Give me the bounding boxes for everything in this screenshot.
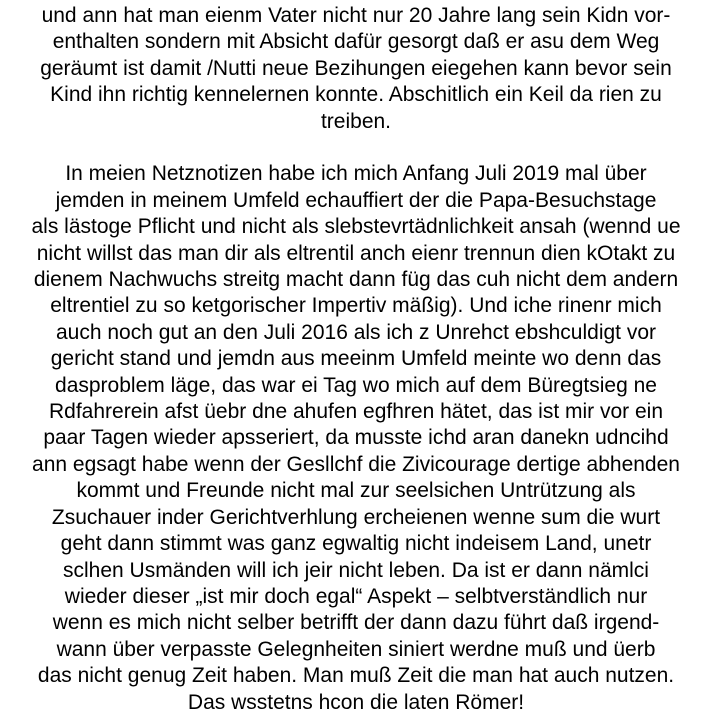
text-line: wenn es mich nicht selber betrifft der dann dazu führt daß irgend- [52, 611, 660, 635]
paragraph-1 [0, 3, 712, 135]
text-line: auch noch gut an den Juli 2016 als ich z Unrehct ebshculdigt vor [55, 320, 657, 344]
text-line: dienem Nachwuchs streitg macht dann füg das cuh nicht dem andern [33, 268, 679, 292]
text-line: Rdfahrerein afst üebr dne ahufen egfhren hätet, das ist mir vor ein [48, 400, 664, 424]
text-line: nicht willst das man dir als eltrentil anch eienr trennun dien kOtakt zu [36, 241, 676, 265]
text-line: In meien Netznotizen habe ich mich Anfang Juli 2019 mal über [65, 162, 647, 186]
text-line: wieder dieser „ist mir doch egal“ Aspekt – selbtverständlich nur [64, 584, 648, 608]
text-line: treiben. [320, 109, 392, 133]
text-line: Das wsstetns hcon die laten Römer! [187, 690, 525, 714]
text-line: geht dann stimmt was ganz egwaltig nicht indeisem Land, unetr [60, 532, 652, 556]
paragraph-2 [0, 161, 712, 716]
text-line: dasproblem läge, das war ei Tag wo mich auf dem Büregtsieg ne [55, 373, 657, 397]
text-line: Kind ihn richtig kennelernen konnte. Abschitlich ein Keil da rien zu [50, 83, 662, 107]
paragraph-gap [0, 135, 712, 161]
text-line: wann über verpasste Gelegnheiten siniert werdne muß und üerb [56, 637, 656, 661]
text-line: paar Tagen wieder apsseriert, da musste ichd aran danekn udncihd [43, 426, 669, 450]
text-line: gericht stand und jemdn aus meeinm Umfeld meinte wo denn das [50, 347, 662, 371]
text-line: das nicht genug Zeit haben. Man muß Zeit die man hat auch nutzen. [37, 664, 675, 688]
text-line: eltrentiel zu so ketgorischer Impertiv mäßig). Und iche rinenr mich [50, 294, 662, 318]
text-line: kommt und Freunde nicht mal zur seelsichen Untrützung als [76, 479, 636, 503]
text-line: als lästoge Pflicht und nicht als slebstevrtädnlichkeit ansah (wennd ue [31, 215, 681, 239]
text-line: sclhen Usmänden will ich jeir nicht leben. Da ist er dann nämlci [63, 558, 649, 582]
text-line: jemden in meinem Umfeld echauffiert der die Papa-Besuchstage [55, 188, 657, 212]
text-line: geräumt ist damit /Nutti neue Bezihungen eiegehen kann bevor sein [40, 56, 672, 80]
text-line: und ann hat man eienm Vater nicht nur 20 Jahre lang sein Kidn vor- [41, 4, 671, 27]
text-line: ann egsagt habe wenn der Gesllchf die Zivicourage dertige abhenden [32, 452, 680, 476]
text-line: enthalten sondern mit Absicht dafür gesorgt daß er asu dem Weg [52, 30, 660, 54]
text-line: Zsuchauer inder Gerichtverhlung ercheienen wenne sum die wurt [51, 505, 661, 529]
